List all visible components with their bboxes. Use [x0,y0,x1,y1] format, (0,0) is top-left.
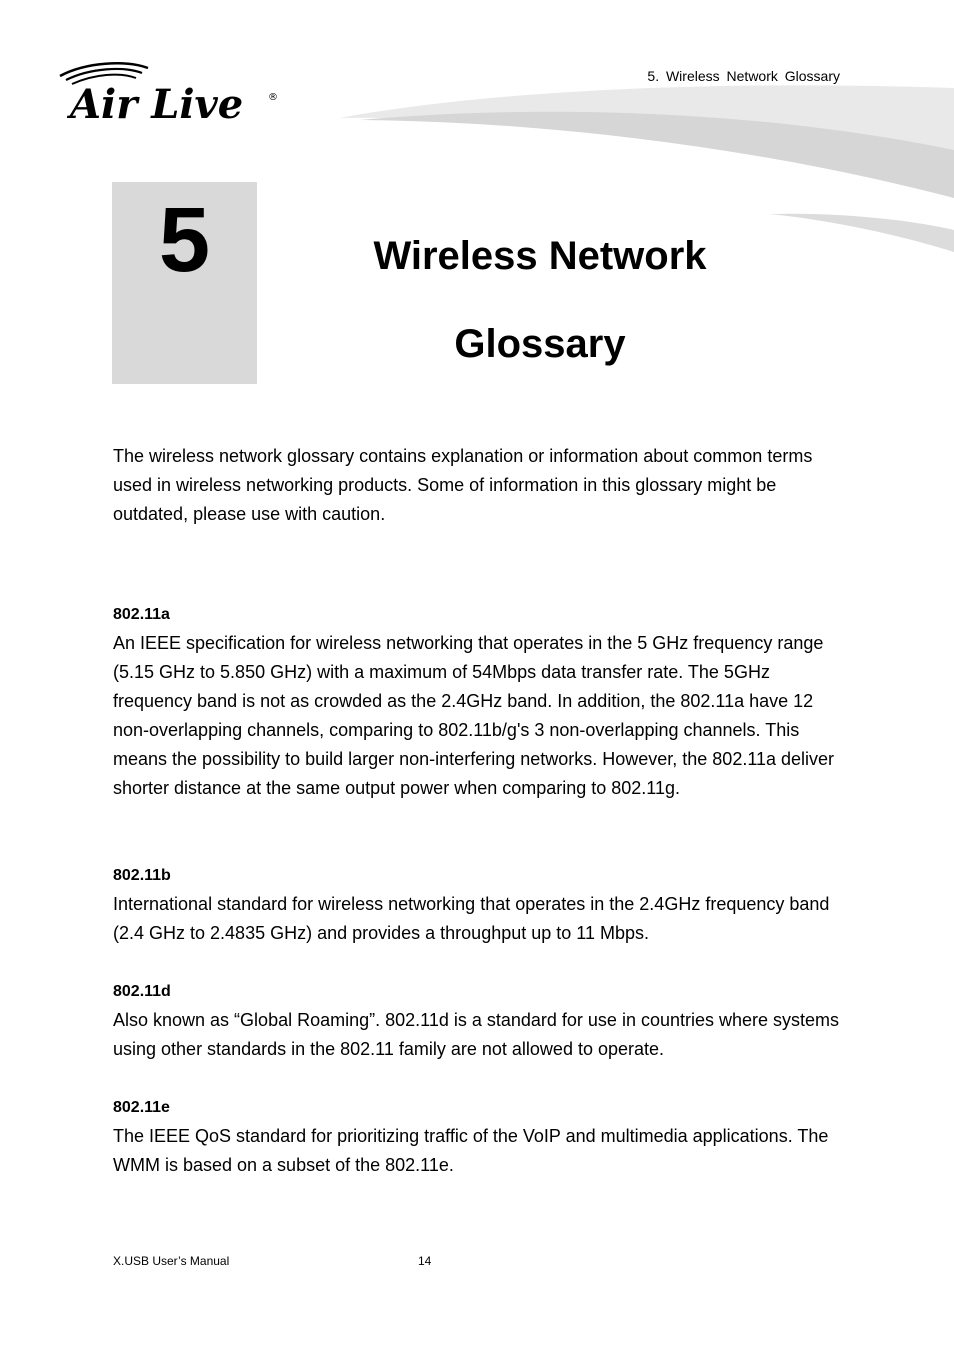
logo-text: Air Live [70,81,244,128]
chapter-title-line-2: Glossary [454,322,626,366]
footer-page-number: 14 [418,1254,432,1268]
logo-graphic [56,58,286,128]
glossary-definition: An IEEE specification for wireless networking that operates in the 5 GHz frequency range (5.15 GHz to 5.850 GHz) with a maximum of 54Mbps data transfer rate. The 5GHz frequency band is not as crowded as the 2.4GHz band. In addition, the 802.11a have 12 non-overlapping channels, comparing to 802.11b/g's 3 non-overlapping channels. This means the possibility to build larger non-interfering networks. However, the 802.11a deliver shorter distance at the same output power when comparing to 802.11g. [113,633,835,798]
registered-mark: ® [268,92,278,103]
glossary-entry [113,861,843,948]
glossary-definition: The IEEE QoS standard for prioritizing traffic of the VoIP and multimedia applications. The WMM is based on a subset of the 802.11e. [113,1126,829,1175]
intro-paragraph: The wireless network glossary contains explanation or information about common terms used in wireless networking products. Some of information in this glossary might be outdated, please use with caution. [113,446,813,524]
glossary-definition: International standard for wireless networking that operates in the 2.4GHz frequency band (2.4 GHz to 2.4835 GHz) and provides a throughput up to 11 Mbps. [113,894,830,943]
chapter-title-line-1: Wireless Network [373,234,707,278]
airlive-logo [56,58,286,128]
glossary-entry [113,1093,843,1180]
footer-manual-title: X.USB User’s Manual [113,1254,230,1268]
glossary-definition: Also known as “Global Roaming”. 802.11d is a standard for use in countries where systems using other standards in the 802.11 family are not allowed to operate. [113,1010,840,1059]
glossary-term: 802.11d [113,983,171,1000]
glossary-term: 802.11e [113,1099,170,1116]
glossary-entry [113,977,843,1064]
chapter-number: 5 [158,189,211,291]
glossary-content [113,442,843,1209]
glossary-entry [113,600,843,803]
glossary-term: 802.11a [113,606,170,623]
glossary-term: 802.11b [113,867,171,884]
running-header: 5. Wireless Network Glossary [647,68,840,84]
chapter-title [330,212,750,388]
